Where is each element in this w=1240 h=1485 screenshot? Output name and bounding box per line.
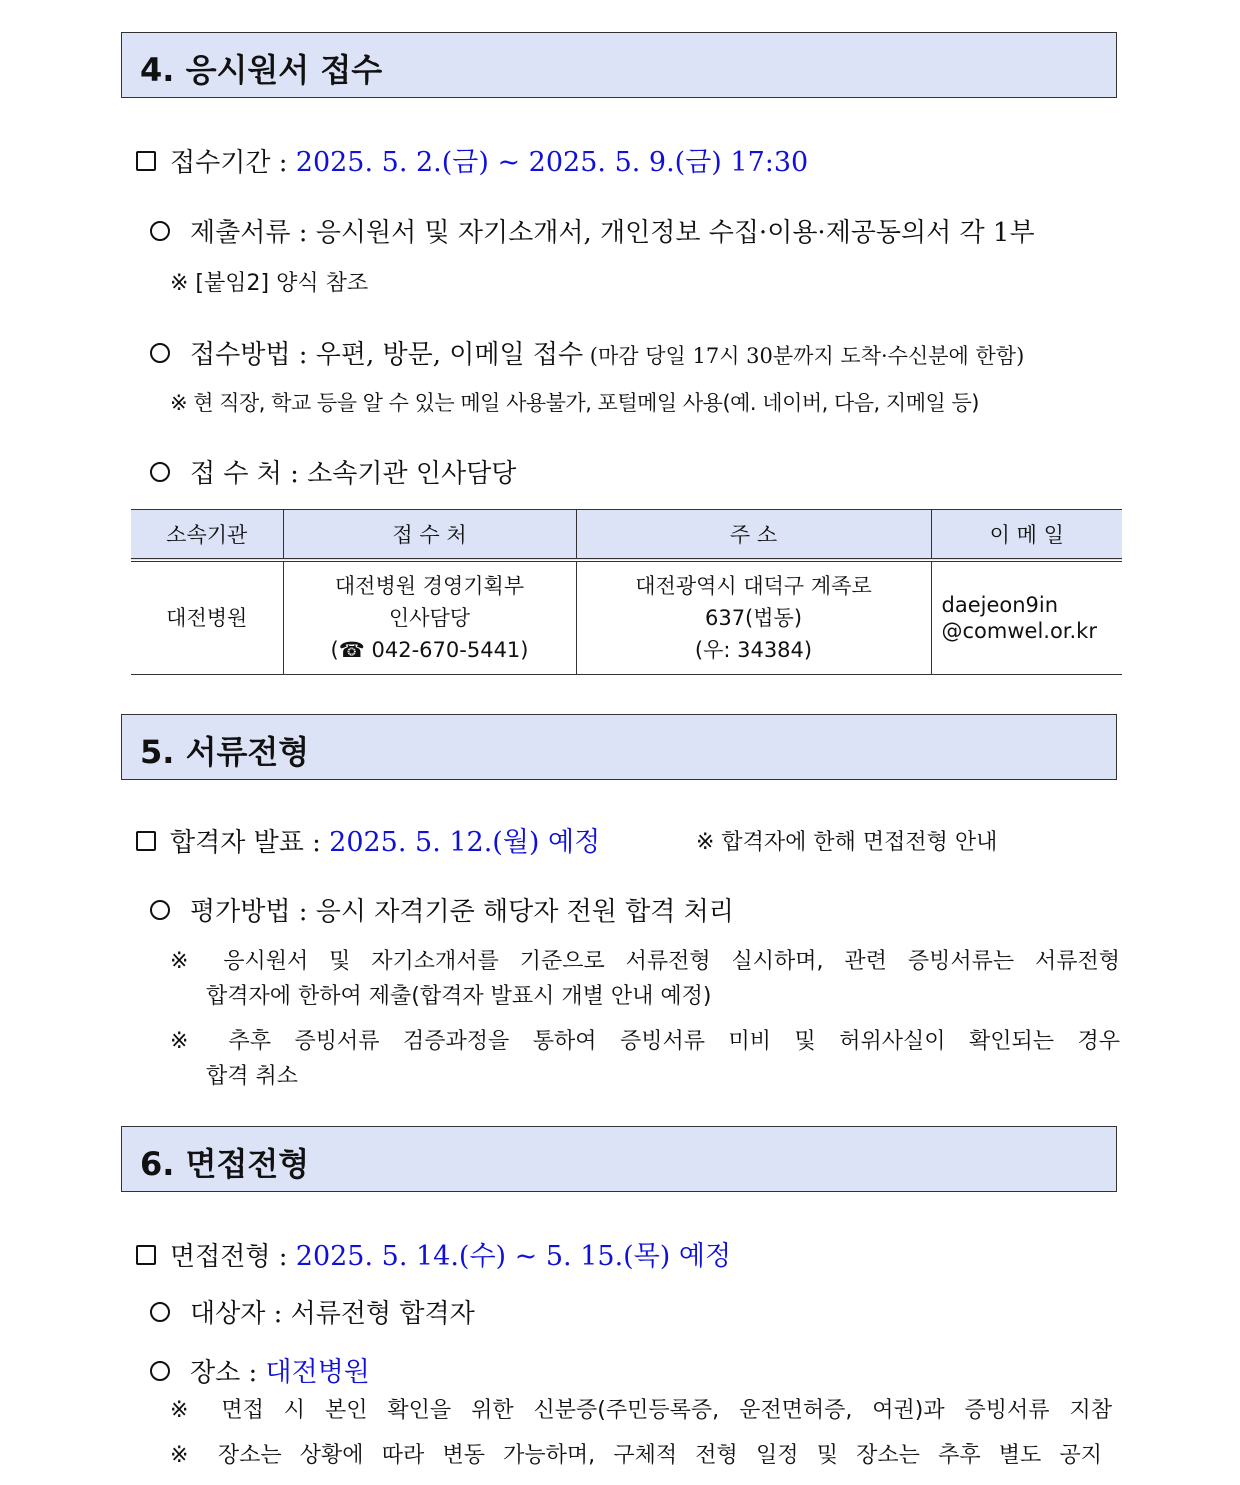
docs-note: ※ [붙임2] 양식 참조 [170,271,369,296]
interview-row [136,1234,731,1273]
period-row [136,140,808,179]
checkbox-icon [136,151,156,171]
dept-line: 인사담당 [388,606,471,630]
doc-note-2b: 합격 취소 [206,1064,299,1089]
eval-text: 평가방법 : 응시 자격기준 해당자 전원 합격 처리 [190,897,734,927]
postal-line: (우: 34384) [694,638,813,662]
circle-bullet-icon [150,221,170,241]
interview-value: 2025. 5. 14.(수) ~ 5. 15.(목) 예정 [295,1241,732,1272]
section-4-header [121,32,1117,98]
circle-bullet-icon [150,462,170,482]
circle-bullet-icon [150,900,170,920]
phone-line: (☎ 042-670-5441) [330,638,529,662]
method-text: 접수방법 : 우편, 방문, 이메일 접수 [190,340,584,370]
circle-bullet-icon [150,1302,170,1322]
table-header: 소속기관 [131,510,283,561]
checkbox-icon [136,831,156,851]
venue-label: 장소 : [190,1358,266,1388]
place-text: 접 수 처 : 소속기관 인사담당 [190,459,517,489]
method-note: ※ 현 직장, 학교 등을 알 수 있는 메일 사용불가, 포털메일 사용(예. 네이버, 다음, 지메일 등) [170,391,979,415]
target-row [150,1293,475,1330]
method-row [150,334,1024,371]
venue-value: 대전병원 [265,1357,370,1388]
table-header: 주 소 [576,510,931,561]
email-line: @comwel.or.kr [941,619,1097,643]
table-header: 접 수 처 [283,510,576,561]
cell-org: 대전병원 [131,560,283,675]
period-label: 접수기간 : [170,148,296,178]
interview-note-2: ※ 장소는 상황에 따라 변동 가능하며, 구체적 전형 일정 및 장소는 추후 별도 공지 [170,1443,1102,1468]
docs-text: 제출서류 : 응시원서 및 자기소개서, 개인정보 수집·이용·제공동의서 각 1부 [190,218,1035,248]
doc-note-1b: 합격자에 한하여 제출(합격자 발표시 개별 안내 예정) [206,984,712,1009]
table-header: 이 메 일 [931,510,1122,561]
announce-value: 2025. 5. 12.(월) 예정 [329,827,601,858]
table-row [131,560,1122,675]
table-header-row [131,510,1122,561]
announce-row [136,820,600,859]
venue-row [150,1350,370,1389]
section-6-title: 6. 면접전형 [140,1145,310,1183]
dept-line: 대전병원 경영기획부 [334,574,525,598]
cell-address [576,560,931,675]
target-text: 대상자 : 서류전형 합격자 [190,1299,475,1329]
circle-bullet-icon [150,1361,170,1381]
circle-bullet-icon [150,343,170,363]
section-5-header [121,714,1117,780]
eval-row [150,891,734,928]
section-5-title: 5. 서류전형 [140,733,310,771]
announce-note: ※ 합격자에 한해 면접전형 안내 [696,830,998,855]
interview-label: 면접전형 : [170,1242,296,1272]
email-line: daejeon9in [941,593,1059,617]
interview-note-1: ※ 면접 시 본인 확인을 위한 신분증(주민등록증, 운전면허증, 여권)과 증빙서류 지참 [170,1398,1112,1423]
address-line: 637(법동) [704,606,803,630]
checkbox-icon [136,1245,156,1265]
period-value: 2025. 5. 2.(금) ~ 2025. 5. 9.(금) 17:30 [295,147,809,178]
address-line: 대전광역시 대덕구 계족로 [635,574,872,598]
reception-table [131,509,1122,675]
section-4-title: 4. 응시원서 접수 [140,51,383,89]
doc-note-1a: ※ 응시원서 및 자기소개서를 기준으로 서류전형 실시하며, 관련 증빙서류는 서류전형 [170,949,1120,974]
place-row [150,453,516,490]
doc-note-2a: ※ 추후 증빙서류 검증과정을 통하여 증빙서류 미비 및 허위사실이 확인되는 경우 [170,1029,1120,1054]
docs-row [150,212,1035,249]
cell-dept [283,560,576,675]
section-6-header [121,1126,1117,1192]
cell-email [931,560,1122,675]
method-small: (마감 당일 17시 30분까지 도착·수신분에 한함) [583,344,1025,368]
announce-label: 합격자 발표 : [170,828,330,858]
